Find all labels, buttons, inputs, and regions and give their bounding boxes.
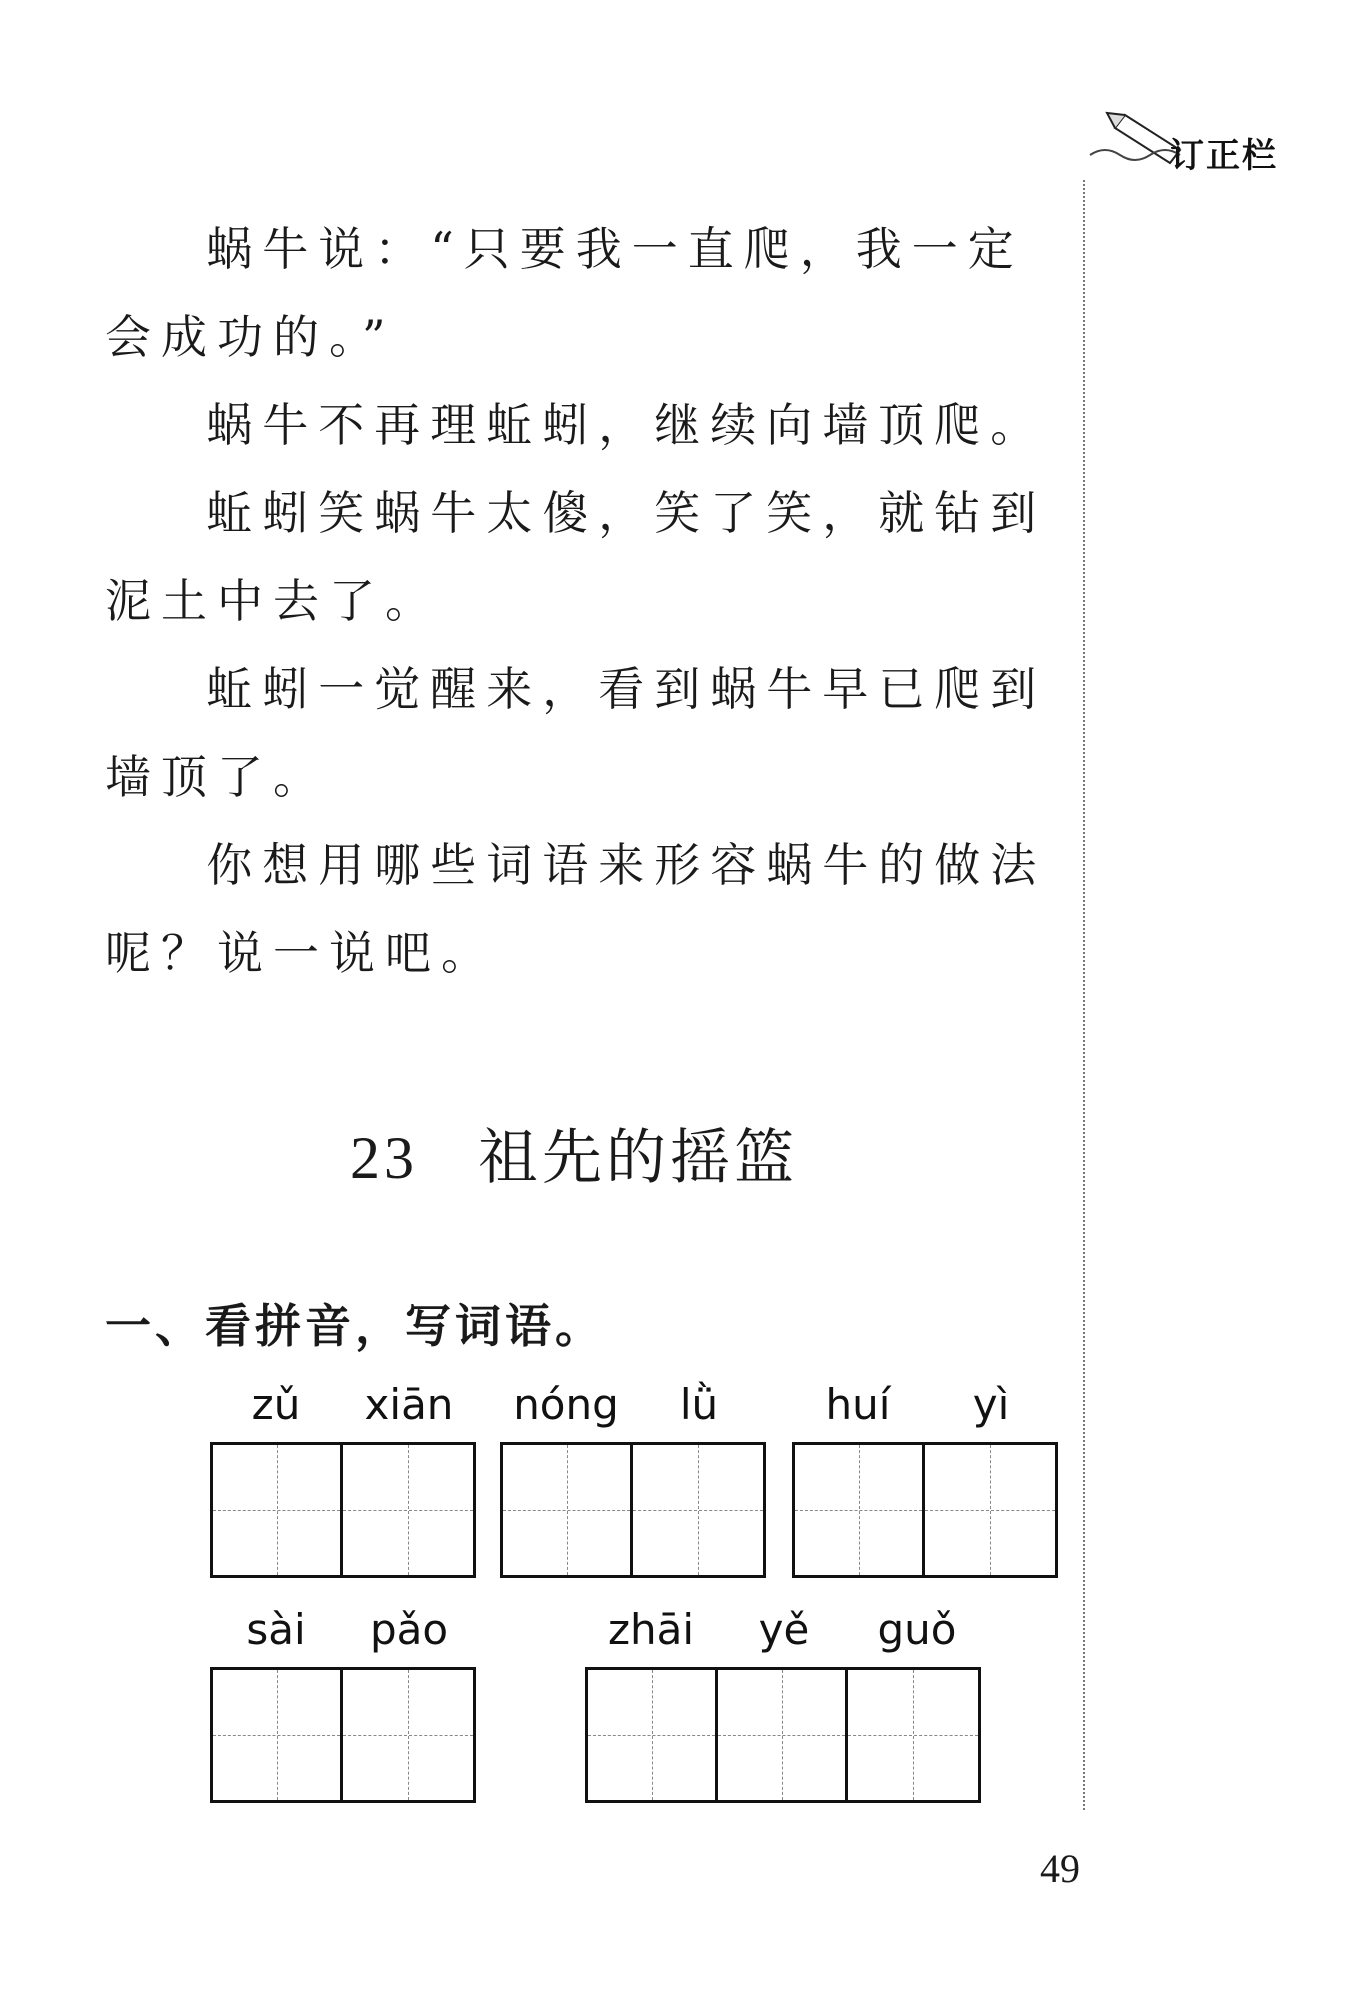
pinyin-label: nóng — [513, 1380, 619, 1429]
writing-grid — [585, 1667, 981, 1803]
pinyin-label: lǜ — [679, 1380, 719, 1429]
margin-divider — [1083, 180, 1085, 1810]
writing-box[interactable] — [343, 1445, 473, 1575]
lesson-number: 23 — [350, 1125, 418, 1191]
lesson-title — [350, 1110, 798, 1196]
paragraph: 蚯蚓笑蜗牛太傻，笑了笑，就钻到泥土中去了。 — [105, 486, 1047, 628]
pinyin-label: sài — [246, 1605, 306, 1654]
writing-box[interactable] — [343, 1670, 473, 1800]
pinyin-label: zhāi — [607, 1605, 695, 1654]
pinyin-label: pǎo — [369, 1605, 449, 1654]
correction-column-title: 订正栏 — [1170, 136, 1278, 176]
paragraph: 蜗牛不再理蚯蚓，继续向墙顶爬。 — [206, 398, 1047, 452]
question-paragraph: 你想用哪些词语来形容蜗牛的做法呢？说一说吧。 — [105, 838, 1047, 980]
passage — [105, 205, 1065, 997]
pinyin-label: xiān — [364, 1380, 454, 1429]
writing-grid — [500, 1442, 766, 1578]
lesson-name: 祖先的摇篮 — [478, 1123, 798, 1193]
paragraph: 蚯蚓一觉醒来，看到蜗牛早已爬到墙顶了。 — [105, 662, 1047, 804]
writing-box[interactable] — [213, 1445, 343, 1575]
writing-box[interactable] — [925, 1445, 1055, 1575]
pinyin-label: zǔ — [251, 1380, 301, 1429]
paragraph: 蜗牛说：“只要我一直爬，我一定会成功的。” — [105, 222, 1024, 364]
writing-box[interactable] — [213, 1670, 343, 1800]
pinyin-label: guǒ — [877, 1605, 957, 1654]
writing-box[interactable] — [633, 1445, 763, 1575]
writing-grid — [792, 1442, 1058, 1578]
section-heading: 一、看拼音，写词语。 — [105, 1299, 605, 1353]
writing-box[interactable] — [588, 1670, 718, 1800]
writing-box[interactable] — [718, 1670, 848, 1800]
writing-grid — [210, 1442, 476, 1578]
pinyin-label: yì — [972, 1380, 1010, 1429]
page-number: 49 — [1040, 1846, 1080, 1891]
pinyin-label: huí — [825, 1380, 891, 1429]
writing-box[interactable] — [503, 1445, 633, 1575]
pinyin-label: yě — [758, 1605, 810, 1654]
writing-box[interactable] — [795, 1445, 925, 1575]
writing-box[interactable] — [848, 1670, 978, 1800]
writing-grid — [210, 1667, 476, 1803]
